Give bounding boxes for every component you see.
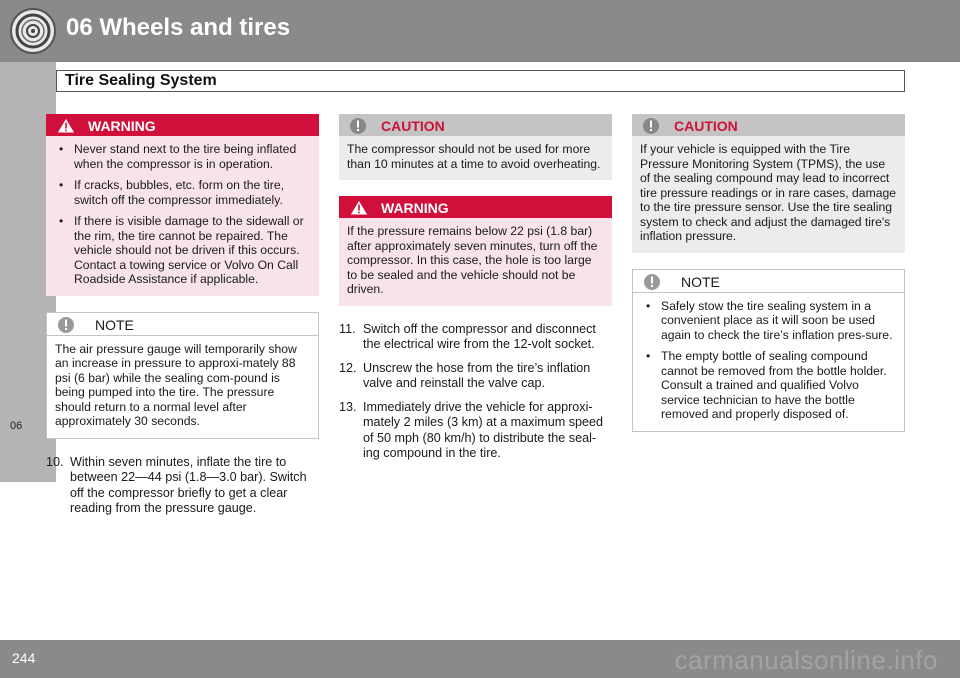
list-item: • Never stand next to the tire being inflated when the compressor is in operation. <box>54 142 311 171</box>
list-item <box>46 455 319 517</box>
caution-box <box>632 114 905 253</box>
column-1 <box>46 114 319 525</box>
warning-title: WARNING <box>381 200 449 216</box>
steps-list <box>46 455 319 517</box>
list-item <box>339 322 612 353</box>
page-footer <box>0 640 960 678</box>
step-text: Within seven minutes, inflate the tire to between 22—44 psi (1.8—3.0 bar). Switch off the compressor briefly to get a clear reading from the pressure gauge. <box>70 454 307 515</box>
step-number: 12. <box>339 360 357 375</box>
warning-box <box>46 114 319 296</box>
list-item: • The empty bottle of sealing compound cannot be removed from the bottle holder. Consult a trained and qualified Volvo service technician to have the bottle removed and properly disposed of. <box>641 349 896 422</box>
section-bar <box>56 70 905 92</box>
note-body <box>47 336 318 438</box>
caution-body <box>339 136 612 180</box>
warning-triangle-icon <box>56 117 76 139</box>
note-header <box>47 313 318 336</box>
page-header <box>0 0 960 62</box>
section-title: Tire Sealing System <box>65 72 217 89</box>
note-body <box>633 293 904 431</box>
step-text: Immediately drive the vehicle for approxi-mately 2 miles (3 km) at a maximum speed of 50 mph (80 km/h) to distribute the seal-ing compound in the tire. <box>363 399 604 460</box>
step-number: 10. <box>46 454 64 469</box>
note-circle-icon <box>643 273 661 296</box>
list-item <box>339 361 612 392</box>
steps-list <box>339 322 612 462</box>
warning-header <box>46 114 319 136</box>
caution-title: CAUTION <box>381 118 445 134</box>
warning-triangle-icon <box>349 199 369 221</box>
column-3 <box>632 114 905 448</box>
warning-body <box>46 136 319 296</box>
caution-circle-icon <box>642 117 660 140</box>
warning-body <box>339 218 612 306</box>
column-2 <box>339 114 612 470</box>
caution-circle-icon <box>349 117 367 140</box>
caution-body <box>632 136 905 253</box>
list-item <box>339 400 612 462</box>
caution-header <box>339 114 612 136</box>
warning-title: WARNING <box>88 118 156 134</box>
wheel-icon <box>10 8 56 54</box>
list-item: • If there is visible damage to the sidewall or the rim, the tire cannot be repaired. The vehicle should not be driven if this occurs. Contact a towing service or Volvo On Call Roadside Assistance if applicable. <box>54 214 311 287</box>
note-header <box>633 270 904 293</box>
caution-title: CAUTION <box>674 118 738 134</box>
warning-header <box>339 196 612 218</box>
step-text: Unscrew the hose from the tire’s inflation valve and reinstall the valve cap. <box>363 360 591 390</box>
warning-box <box>339 196 612 306</box>
caution-text: If your vehicle is equipped with the Tire Pressure Monitoring System (TPMS), the use of the sealing compound may lead to incorrect tire pressure readings or in rare cases, damage to the tire pressure sensor. Use the tire sealing system to check and adjust the damaged tire's inflation pressure. <box>640 142 897 243</box>
step-text: Switch off the compressor and disconnect the electrical wire from the 12-volt socket. <box>363 321 596 351</box>
note-circle-icon <box>57 316 75 339</box>
note-box <box>632 269 905 432</box>
list-item: • Safely stow the tire sealing system in a convenient place as it will soon be used again to check the tire’s inflation pres-sure. <box>641 299 896 343</box>
step-number: 11. <box>339 321 356 336</box>
caution-text: The compressor should not be used for more than 10 minutes at a time to avoid overheating. <box>347 142 601 171</box>
list-item: • If cracks, bubbles, etc. form on the tire, switch off the compressor immediately. <box>54 178 311 207</box>
caution-box <box>339 114 612 180</box>
warning-text: If the pressure remains below 22 psi (1.8 bar) after approximately seven minutes, turn off the compressor. In this case, the hole is too large to be sealed and the vehicle should not be driven. <box>347 224 598 296</box>
page-number: 244 <box>12 650 36 666</box>
caution-header <box>632 114 905 136</box>
step-number: 13. <box>339 399 357 414</box>
note-title: NOTE <box>681 273 720 290</box>
note-title: NOTE <box>95 316 134 333</box>
watermark: carmanualsonline.info <box>674 645 938 675</box>
note-text: The air pressure gauge will temporarily show an increase in pressure to approxi-mately 88 psi (6 bar) while the sealing com-pound is being pumped into the tire. The pressure should return to a normal level after approximately 30 seconds. <box>55 341 297 428</box>
note-box <box>46 312 319 439</box>
chapter-side-label: 06 <box>10 420 23 432</box>
chapter-title: 06 Wheels and tires <box>66 14 291 41</box>
